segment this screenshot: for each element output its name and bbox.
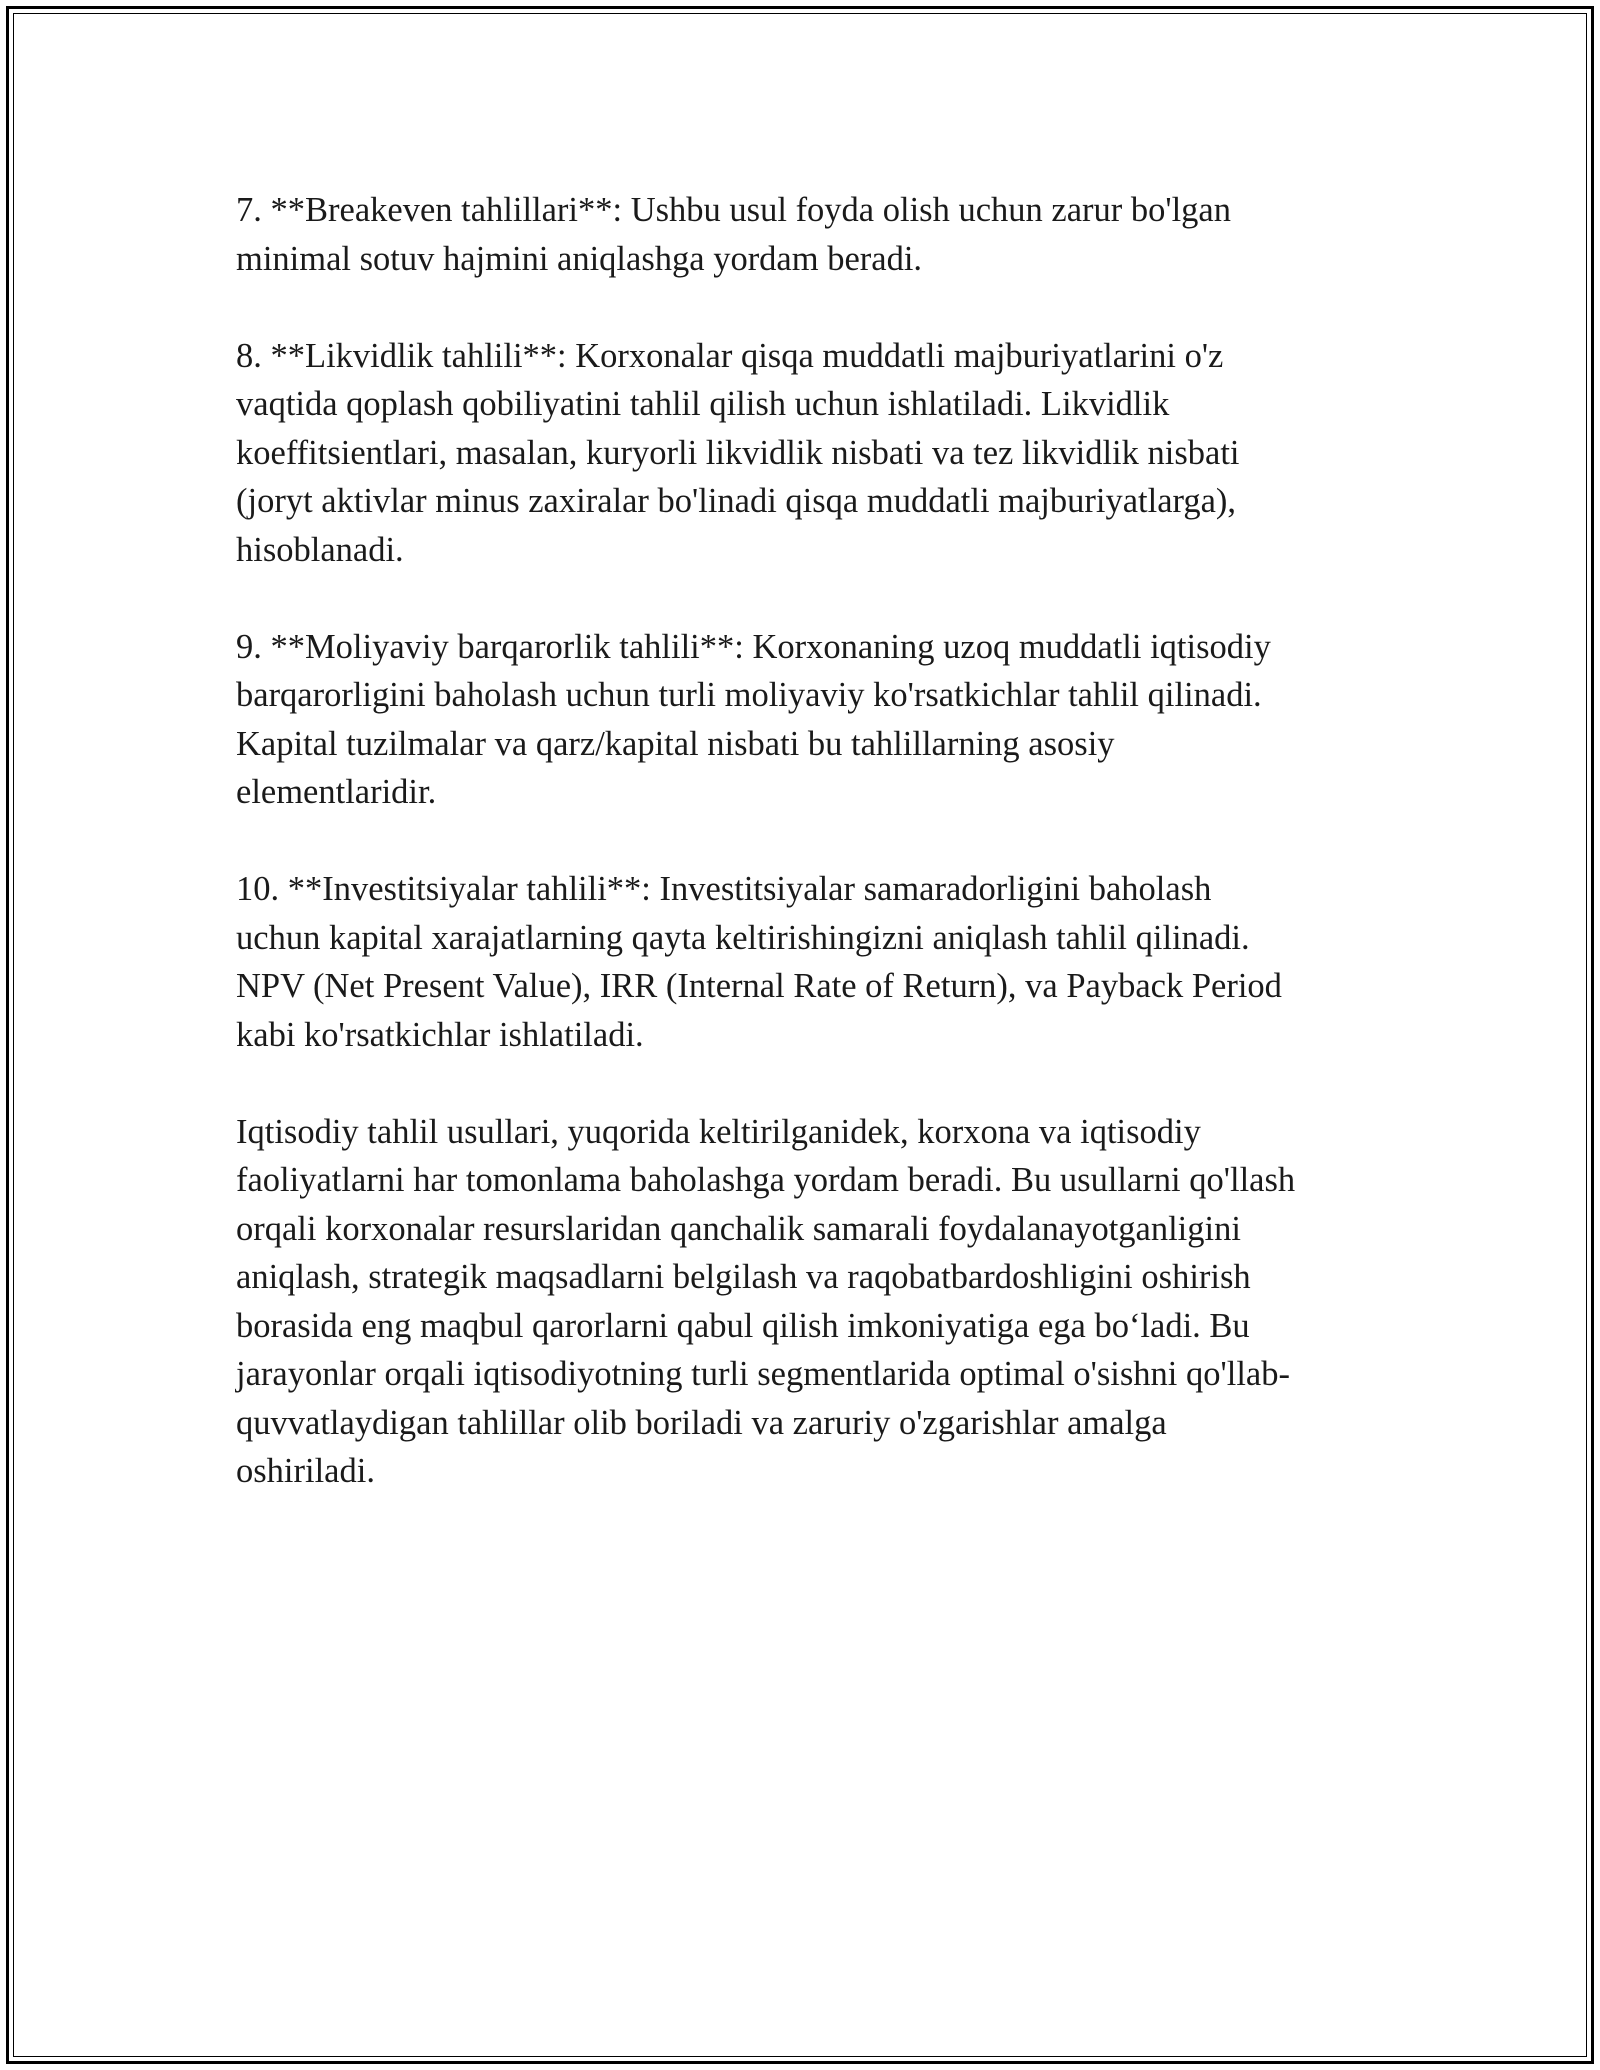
document-body bbox=[236, 186, 1372, 1544]
paragraph-financial-stability-analysis bbox=[236, 623, 1372, 817]
paragraph-investment-analysis bbox=[236, 865, 1372, 1059]
text-line: uchun kapital xarajatlarning qayta keltirishingizni aniqlash tahlil qilinadi. bbox=[236, 918, 1250, 957]
paragraph-breakeven-analysis bbox=[236, 186, 1372, 283]
text-line: hisoblanadi. bbox=[236, 530, 404, 569]
text-line: orqali korxonalar resurslaridan qanchalik samarali foydalanayotganligini bbox=[236, 1209, 1241, 1248]
text-line: borasida eng maqbul qarorlarni qabul qilish imkoniyatiga ega bo‘ladi. Bu bbox=[236, 1306, 1250, 1345]
text-line: NPV (Net Present Value), IRR (Internal Rate of Return), va Payback Period bbox=[236, 967, 1282, 1005]
text-line: koeffitsientlari, masalan, kuryorli likvidlik nisbati va tez likvidlik nisbati bbox=[236, 433, 1240, 472]
text-line: 9. **Moliyaviy barqarorlik tahlili**: Korxonaning uzoq muddatli iqtisodiy bbox=[236, 627, 1271, 666]
text-line: 8. **Likvidlik tahlili**: Korxonalar qisqa muddatli majburiyatlarini o'z bbox=[236, 336, 1224, 375]
text-line: 10. **Investitsiyalar tahlili**: Investitsiyalar samaradorligini baholash bbox=[236, 870, 1212, 908]
text-line: Iqtisodiy tahlil usullari, yuqorida keltirilganidek, korxona va iqtisodiy bbox=[236, 1112, 1201, 1151]
text-line: Kapital tuzilmalar va qarz/kapital nisbati bu tahlillarning asosiy bbox=[236, 724, 1115, 763]
text-line: (joryt aktivlar minus zaxiralar bo'linadi qisqa muddatli majburiyatlarga), bbox=[236, 482, 1237, 520]
text-line: elementlaridir. bbox=[236, 773, 437, 811]
paragraph-conclusion bbox=[236, 1108, 1372, 1496]
text-line: vaqtida qoplash qobiliyatini tahlil qilish uchun ishlatiladi. Likvidlik bbox=[236, 385, 1170, 423]
text-line: barqarorligini baholash uchun turli moliyaviy ko'rsatkichlar tahlil qilinadi. bbox=[236, 676, 1262, 714]
text-line: minimal sotuv hajmini aniqlashga yordam beradi. bbox=[236, 239, 923, 278]
text-line: kabi ko'rsatkichlar ishlatiladi. bbox=[236, 1015, 644, 1054]
text-line: faoliyatlarni har tomonlama baholashga yordam beradi. Bu usullarni qo'llash bbox=[236, 1161, 1296, 1199]
text-line: quvvatlaydigan tahlillar olib boriladi va zaruriy o'zgarishlar amalga bbox=[236, 1403, 1167, 1442]
text-line: aniqlash, strategik maqsadlarni belgilash va raqobatbardoshligini oshirish bbox=[236, 1258, 1251, 1296]
text-line: oshiriladi. bbox=[236, 1452, 375, 1490]
paragraph-liquidity-analysis bbox=[236, 332, 1372, 575]
text-line: jarayonlar orqali iqtisodiyotning turli segmentlarida optimal o'sishni qo'llab- bbox=[236, 1355, 1290, 1393]
text-line: 7. **Breakeven tahlillari**: Ushbu usul foyda olish uchun zarur bo'lgan bbox=[236, 191, 1231, 229]
